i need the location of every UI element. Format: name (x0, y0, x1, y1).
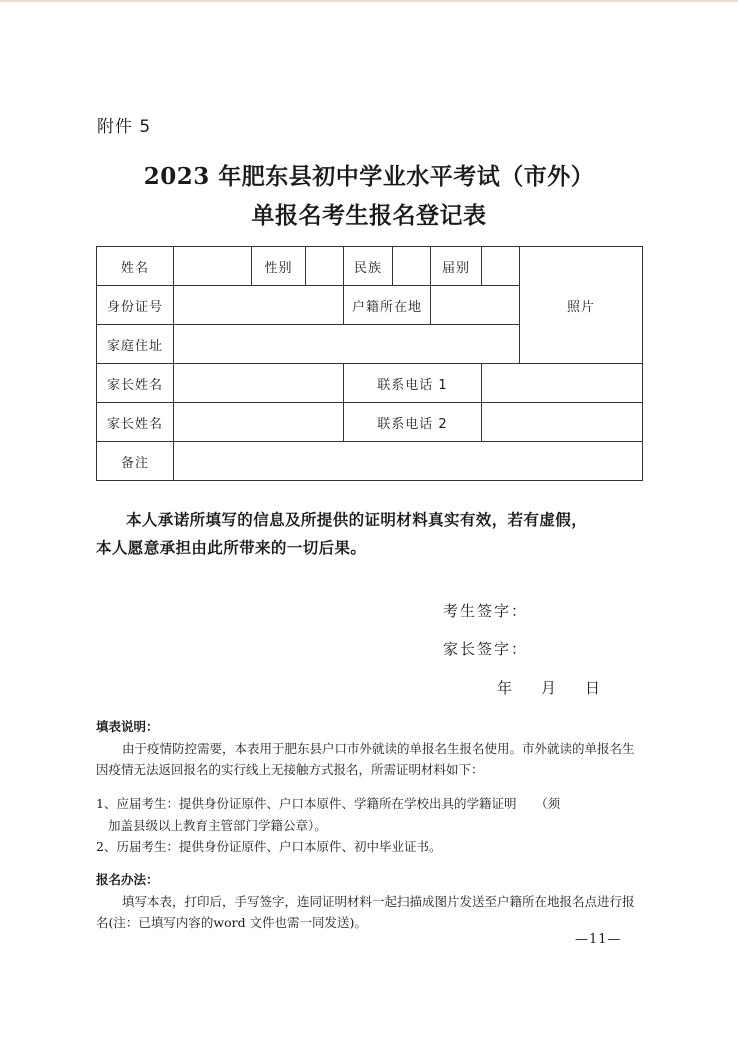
name-label: 姓名 (97, 247, 174, 286)
parent-name-1-label: 家长姓名 (97, 364, 174, 403)
instructions-section (96, 716, 644, 781)
title-line-1: 2023 年肥东县初中学业水平考试（市外） (143, 163, 595, 190)
parent-signature-label: 家长签字： (443, 640, 529, 658)
parent-name-2-label: 家长姓名 (97, 403, 174, 442)
phone-1-label: 联系电话 1 (344, 364, 482, 403)
home-address-label: 家庭住址 (97, 325, 174, 364)
gender-field[interactable] (306, 247, 344, 286)
method-heading: 报名办法： (96, 872, 159, 887)
pledge-statement (96, 506, 644, 562)
pledge-line-1: 本人承诺所填写的信息及所提供的证明材料真实有效，若有虚假， (126, 510, 588, 529)
remarks-field[interactable] (174, 442, 643, 481)
date-month-label: 月 (541, 679, 557, 697)
household-location-field[interactable] (431, 286, 520, 325)
grade-year-label: 届别 (431, 247, 482, 286)
requirement-item-2: 2、历届考生：提供身份证原件、户口本原件、初中毕业证书。 (96, 839, 442, 854)
household-location-label: 户籍所在地 (344, 286, 431, 325)
date-day-label: 日 (585, 679, 601, 697)
phone-1-field[interactable] (482, 364, 643, 403)
pledge-line-2: 本人愿意承担由此所带来的一切后果。 (96, 538, 367, 557)
requirement-item-1-line-2: 加盖县级以上教育主管部门学籍公章）。 (108, 817, 327, 833)
requirement-item-1-line-1: 1、应届考生：提供身份证原件、户口本原件、学籍所在学校出具的学籍证明 （须 (96, 796, 561, 811)
grade-year-field[interactable] (482, 247, 520, 286)
remarks-label: 备注 (97, 442, 174, 481)
method-section (96, 869, 644, 934)
method-paragraph: 填写本表，打印后，手写签字，连同证明材料一起扫描成图片发送至户籍所在地报名点进行报名(注：已填写内容的word 文件也需一同发送)。 (96, 893, 635, 930)
home-address-field[interactable] (174, 325, 520, 364)
ethnicity-field[interactable] (393, 247, 431, 286)
parent-name-2-field[interactable] (174, 403, 344, 442)
title-line-2: 单报名考生报名登记表 (251, 202, 487, 229)
date-year-label: 年 (497, 679, 513, 697)
page-number: —11— (575, 932, 622, 947)
registration-form-table (96, 246, 643, 481)
instructions-heading: 填表说明： (96, 719, 159, 734)
student-signature-label: 考生签字： (443, 602, 529, 620)
requirements-list (96, 793, 644, 858)
parent-name-1-field[interactable] (174, 364, 344, 403)
phone-2-label: 联系电话 2 (344, 403, 482, 442)
ethnicity-label: 民族 (344, 247, 393, 286)
gender-label: 性别 (252, 247, 306, 286)
phone-2-field[interactable] (482, 403, 643, 442)
name-field[interactable] (174, 247, 252, 286)
id-number-field[interactable] (174, 286, 344, 325)
attachment-label: 附件 5 (97, 117, 152, 137)
id-number-label: 身份证号 (97, 286, 174, 325)
top-border-line (0, 0, 738, 2)
photo-box[interactable]: 照片 (520, 247, 643, 364)
instructions-paragraph: 由于疫情防控需要，本表用于肥东县户口市外就读的单报名生报名使用。市外就读的单报名生因疫情无法返回报名的实行线上无接触方式报名，所需证明材料如下： (96, 740, 635, 777)
